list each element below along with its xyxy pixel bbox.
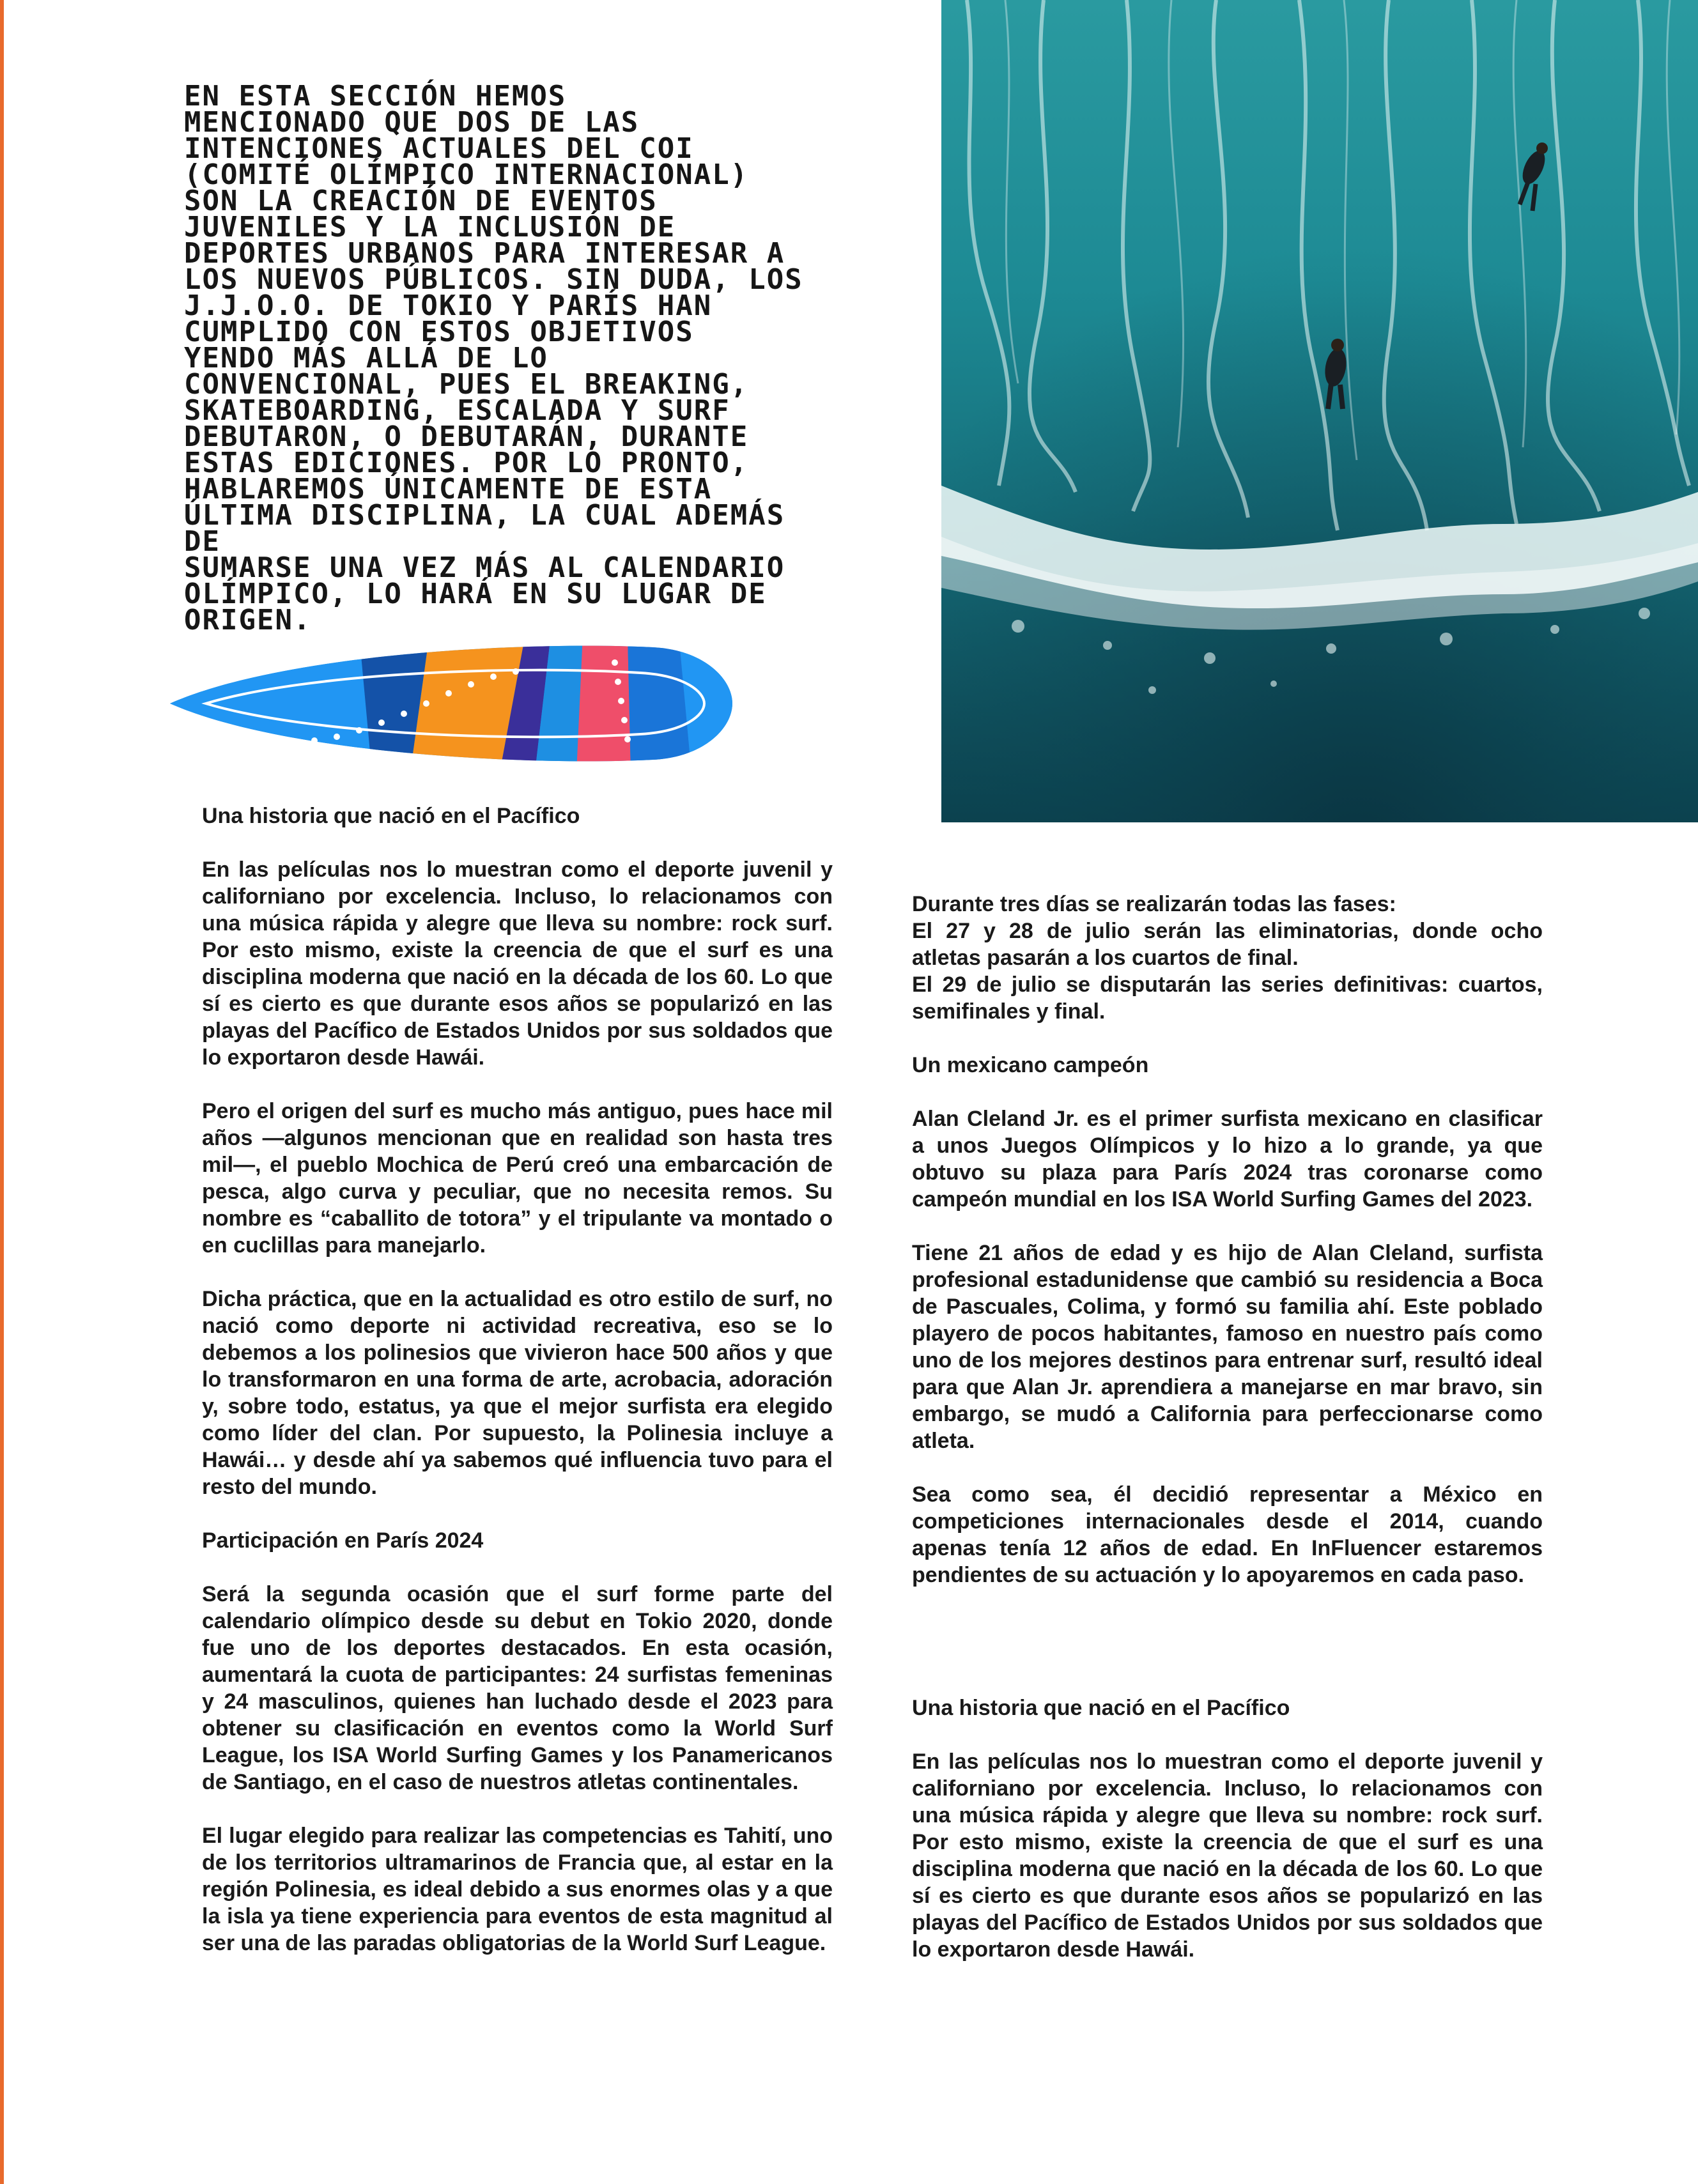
paragraph-paris-1: Será la segunda ocasión que el surf forme parte del calendario olímpico desde su debut en Tokio 2020, donde fue uno de los deportes destacados. En esta ocasión, aumentará la cuota de participantes: 24 surfistas femeninas y 24 masculinos, quienes han luchado desde el 2023 para obtener su clasificación en eventos como la World Surf League, los ISA World Surfing Games y los Panamericanos de Santiago, en el caso de nuestros atletas continentales. <box>202 1582 833 1794</box>
surfboard-illustration <box>167 634 735 773</box>
ocean-aerial-photo <box>941 0 1698 822</box>
left-article-column <box>202 803 833 1957</box>
schedule-intro-line: Durante tres días se realizarán todas las fases: <box>912 892 1396 916</box>
paragraph-paris-2: El lugar elegido para realizar las competencias es Tahití, uno de los territorios ultramarinos de Francia que, al estar en la región Polinesia, es ideal debido a sus enormes olas y a que la isla ya tiene experiencia para eventos de esta magnitud al ser una de las paradas obligatorias de la World Surf League. <box>202 1824 833 1955</box>
paragraph-champion-3: Sea como sea, él decidió representar a México en competiciones internacionales desde el 2014, cuando apenas tenía 12 años de edad. En InFluencer estaremos pendientes de su actuación y lo apoyaremos en cada paso. <box>912 1482 1543 1587</box>
section-heading-mexican-champion: Un mexicano campeón <box>912 1053 1149 1077</box>
paragraph-origin-3: Dicha práctica, que en la actualidad es otro estilo de surf, no nació como deporte ni actividad recreativa, eso se lo debemos a los polinesios que vivieron hace 500 años y que lo transformaron en una forma de arte, acrobacia, adoración y, sobre todo, estatus, ya que el mejor surfista era elegido como líder del clan. Por supuesto, la Polinesia incluye a Hawái… y desde ahí ya sabemos qué influencia tuvo para el resto del mundo. <box>202 1287 833 1499</box>
left-edge-accent-strip <box>0 0 4 2184</box>
paragraph-origin-1: En las películas nos lo muestran como el deporte juvenil y californiano por excelencia. Incluso, lo relacionamos con una música rápida y alegre que lleva su nombre: rock surf. Por esto mismo, existe la creencia de que el surf es una disciplina moderna que nació en la década de los 60. Lo que sí es cierto es que durante esos años se popularizó en las playas del Pacífico de Estados Unidos por sus soldados que lo exportaron desde Hawái. <box>202 857 833 1070</box>
paragraph-origin-repeat: En las películas nos lo muestran como el deporte juvenil y californiano por excelencia. Incluso, lo relacionamos con una música rápida y alegre que lleva su nombre: rock surf. Por esto mismo, existe la creencia de que el surf es una disciplina moderna que nació en la década de los 60. Lo que sí es cierto es que durante esos años se popularizó en las playas del Pacífico de Estados Unidos por sus soldados que lo exportaron desde Hawái. <box>912 1750 1543 1962</box>
section-heading-paris-2024: Participación en París 2024 <box>202 1528 484 1553</box>
paragraph-origin-2: Pero el origen del surf es mucho más antiguo, pues hace mil años —algunos mencionan que en realidad son hasta tres mil—, el pueblo Mochica de Perú creó una embarcación de pesca, algo curva y peculiar, que no necesita remos. Su nombre es “caballito de totora” y el tripulante va montado o en cuclillas para manejarlo. <box>202 1099 833 1257</box>
paragraph-champion-1: Alan Cleland Jr. es el primer surfista mexicano en clasificar a unos Juegos Olímpicos y lo hizo a lo grande, ya que obtuvo su plaza para París 2024 tras coronarse como campeón mundial en los ISA World Surfing Games del 2023. <box>912 1107 1543 1211</box>
section-heading-origin-repeat: Una historia que nació en el Pacífico <box>912 1696 1290 1720</box>
schedule-line-finals: El 29 de julio se disputarán las series definitivas: cuartos, semifinales y final. <box>912 973 1543 1024</box>
section-heading-origin: Una historia que nació en el Pacífico <box>202 804 580 828</box>
intro-heading-text: EN ESTA SECCIÓN HEMOS MENCIONADO QUE DOS DE LAS INTENCIONES ACTUALES DEL COI (COMITÉ OLÍMPICO INTERNACIONAL) SON LA CREACIÓN DE EVENTOS JUVENILES Y LA INCLUSIÓN DE DEPORTES URBANOS PARA INTERESAR A LOS NUEVOS PÚBLICOS. SIN DUDA, LOS J.J.O.O. DE TOKIO Y PARÍS HAN CUMPLIDO CON ESTOS OBJETIVOS YENDO MÁS ALLÁ DE LO CONVENCIONAL, PUES EL BREAKING, SKATEBOARDING, ESCALADA Y SURF DEBUTARON, O DEBUTARÁN, DURANTE ESTAS EDICIONES. POR LO PRONTO, HABLAREMOS ÚNICAMENTE DE ESTA ÚLTIMA DISCIPLINA, LA CUAL ADEMÁS DE SUMARSE UNA VEZ MÁS AL CALENDARIO OLÍMPICO, LO HARÁ EN SU LUGAR DE ORIGEN. <box>184 80 803 636</box>
paragraph-champion-2: Tiene 21 años de edad y es hijo de Alan Cleland, surfista profesional estadunidense que cambió su residencia a Boca de Pascuales, Colima, y formó su familia ahí. Este poblado playero de pocos habitantes, famoso en nuestro país como uno de los mejores destinos para entrenar surf, resultó ideal para que Alan Jr. aprendiera a manejarse en mar bravo, sin embargo, se mudó a California para perfeccionarse como atleta. <box>912 1241 1543 1453</box>
right-article-column <box>912 891 1543 1963</box>
schedule-line-eliminations: El 27 y 28 de julio serán las eliminatorias, donde ocho atletas pasarán a los cuartos de final. <box>912 919 1543 970</box>
